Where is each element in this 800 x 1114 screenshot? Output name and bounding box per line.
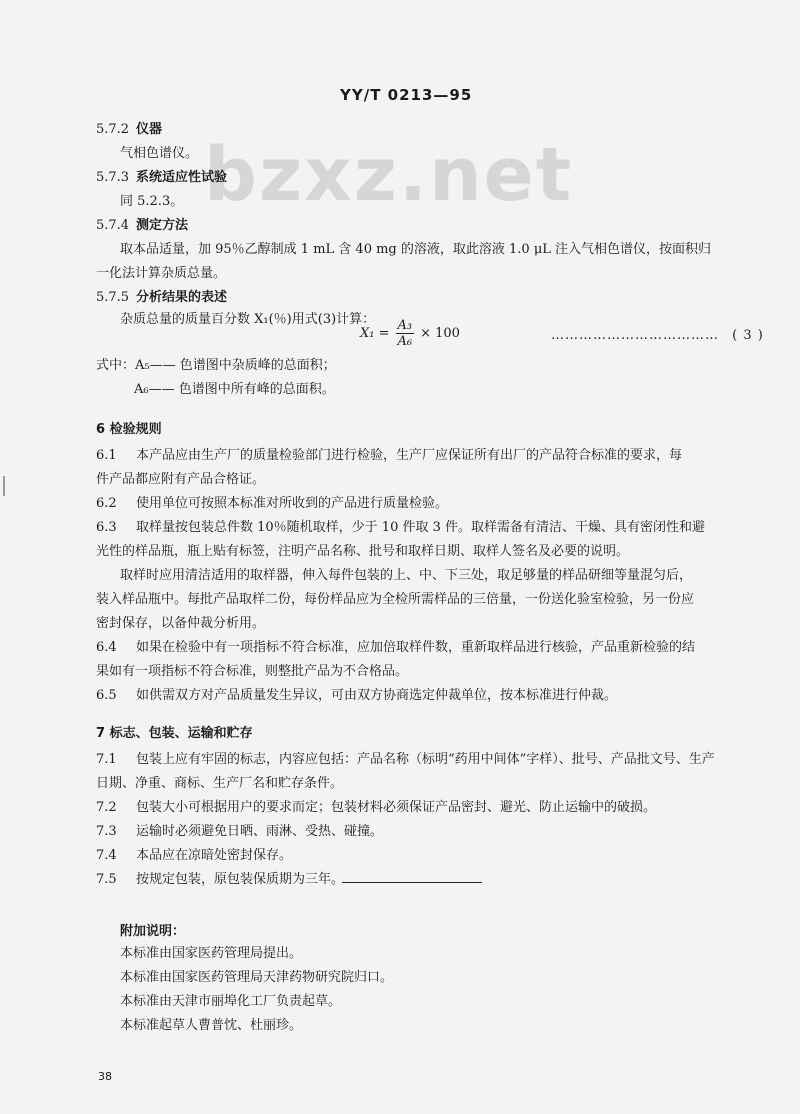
clause-5-7-4-body-line: 取本品适量，加 95％乙醇制成 1 mL 含 40 mg 的溶液，取此溶液 1.0 μL 注入气相色谱仪，按面积归	[120, 242, 712, 257]
clause-5-7-3-body: 同 5.2.3。	[120, 194, 184, 209]
clause-text: 本产品应由生产厂的质量检验部门进行检验，生产厂应保证所有出厂的产品符合标准的要求，每	[136, 448, 683, 463]
clause-text: 取样量按包装总件数 10％随机取样，少于 10 件取 3 件。取样需备有清洁、干燥、具有密闭性和避	[136, 520, 706, 535]
clause-number: 6.1	[96, 448, 117, 463]
clause-5-7-2-body: 气相色谱仪。	[120, 146, 199, 161]
appendix-line: 本标准起草人曹普忱、杜丽珍。	[120, 1018, 303, 1033]
appendix-line: 本标准由国家医药管理局提出。	[120, 946, 303, 961]
section-7-title: 7 标志、包装、运输和贮存	[96, 726, 253, 741]
end-rule	[342, 882, 482, 883]
clause-title: 测定方法	[136, 218, 189, 233]
clause-6-2-line	[96, 492, 448, 516]
clause-number: 6.5	[96, 688, 117, 703]
clause-title: 分析结果的表述	[136, 290, 228, 305]
clause-7-5-line	[96, 868, 344, 892]
clause-5-7-4-heading	[96, 214, 188, 238]
clause-text: 本品应在凉暗处密封保存。	[136, 848, 293, 863]
formula-fraction	[396, 318, 415, 349]
clause-6-1-line	[96, 444, 682, 468]
where-def-2: A₆—— 色谱图中所有峰的总面积。	[134, 382, 335, 397]
formula-leader-dots: ………………………………	[551, 328, 719, 343]
clause-6-3-line: 取样时应用清洁适用的取样器，伸入每件包装的上、中、下三处，取足够量的样品研细等量混匀后，	[120, 568, 693, 583]
clause-7-4-line	[96, 844, 292, 868]
clause-title: 系统适应性试验	[136, 170, 228, 185]
clause-number: 6.3	[96, 520, 117, 535]
clause-5-7-2-heading	[96, 118, 162, 142]
formula-where-line	[96, 354, 336, 378]
section-6-title: 6 检验规则	[96, 422, 162, 437]
clause-number: 7.2	[96, 800, 117, 815]
clause-5-7-5-body: 杂质总量的质量百分数 X₁(％)用式(3)计算：	[120, 312, 376, 327]
clause-6-3-line: 密封保存，以备仲裁分析用。	[96, 616, 266, 631]
scan-edge-mark	[3, 476, 5, 496]
clause-5-7-5-heading	[96, 286, 227, 310]
clause-6-4-line	[96, 636, 695, 660]
appendix-title: 附加说明：	[120, 924, 186, 939]
where-def-1: A₅—— 色谱图中杂质峰的总面积；	[135, 358, 336, 373]
clause-5-7-3-heading	[96, 166, 227, 190]
clause-6-4-line: 果如有一项指标不符合标准，则整批产品为不合格品。	[96, 664, 409, 679]
clause-number: 5.7.5	[96, 290, 130, 305]
formula-numerator: A₃	[397, 318, 413, 333]
clause-7-2-line	[96, 796, 656, 820]
clause-text: 如供需双方对产品质量发生异议，可由双方协商选定仲裁单位，按本标准进行仲裁。	[136, 688, 618, 703]
clause-number: 7.1	[96, 752, 117, 767]
formula-lhs: X₁ =	[360, 326, 390, 341]
where-lead: 式中：	[96, 358, 136, 373]
clause-6-3-line: 装入样品瓶中。每批产品取样二份，每份样品应为全检所需样品的三倍量，一份送化验室检验，另一份应	[96, 592, 695, 607]
page-number: 38	[98, 1070, 112, 1083]
clause-6-3-line: 光性的样品瓶，瓶上贴有标签，注明产品名称、批号和取样日期、取样人签名及必要的说明。	[96, 544, 630, 559]
clause-number: 6.4	[96, 640, 117, 655]
watermark: bzxz.net	[204, 132, 574, 218]
clause-number: 5.7.2	[96, 122, 130, 137]
clause-text: 如果在检验中有一项指标不符合标准，应加倍取样件数，重新取样品进行核验，产品重新检验的结	[136, 640, 696, 655]
clause-text: 包装大小可根据用户的要求而定；包装材料必须保证产品密封、避光、防止运输中的破损。	[136, 800, 657, 815]
clause-6-1-line: 件产品都应附有产品合格证。	[96, 472, 266, 487]
formula-3	[360, 318, 460, 349]
clause-number: 6.2	[96, 496, 117, 511]
clause-7-1-line	[96, 748, 715, 772]
clause-title: 仪器	[136, 122, 163, 137]
formula-rhs: × 100	[420, 326, 460, 341]
clause-number: 7.5	[96, 872, 117, 887]
clause-6-3-line	[96, 516, 705, 540]
clause-number: 5.7.3	[96, 170, 130, 185]
clause-5-7-4-body-line: 一化法计算杂质总量。	[96, 266, 227, 281]
clause-text: 运输时必须避免日晒、雨淋、受热、碰撞。	[136, 824, 384, 839]
standard-header: YY/T 0213—95	[340, 86, 473, 104]
clause-number: 7.3	[96, 824, 117, 839]
appendix-line: 本标准由天津市丽埠化工厂负责起草。	[120, 994, 342, 1009]
clause-number: 7.4	[96, 848, 117, 863]
clause-7-1-line: 日期、净重、商标、生产厂名和贮存条件。	[96, 776, 344, 791]
formula-number-line	[551, 328, 764, 343]
formula-number: ( 3 )	[732, 328, 764, 343]
clause-6-5-line	[96, 684, 617, 708]
clause-text: 使用单位可按照本标准对所收到的产品进行质量检验。	[136, 496, 449, 511]
clause-text: 包装上应有牢固的标志，内容应包括：产品名称（标明“药用中间体”字样）、批号、产品批文号、生产	[136, 752, 715, 767]
appendix-line: 本标准由国家医药管理局天津药物研究院归口。	[120, 970, 394, 985]
clause-7-3-line	[96, 820, 383, 844]
clause-number: 5.7.4	[96, 218, 130, 233]
clause-text: 按规定包装，原包装保质期为三年。	[136, 872, 345, 887]
formula-denominator: A₆	[397, 334, 413, 349]
